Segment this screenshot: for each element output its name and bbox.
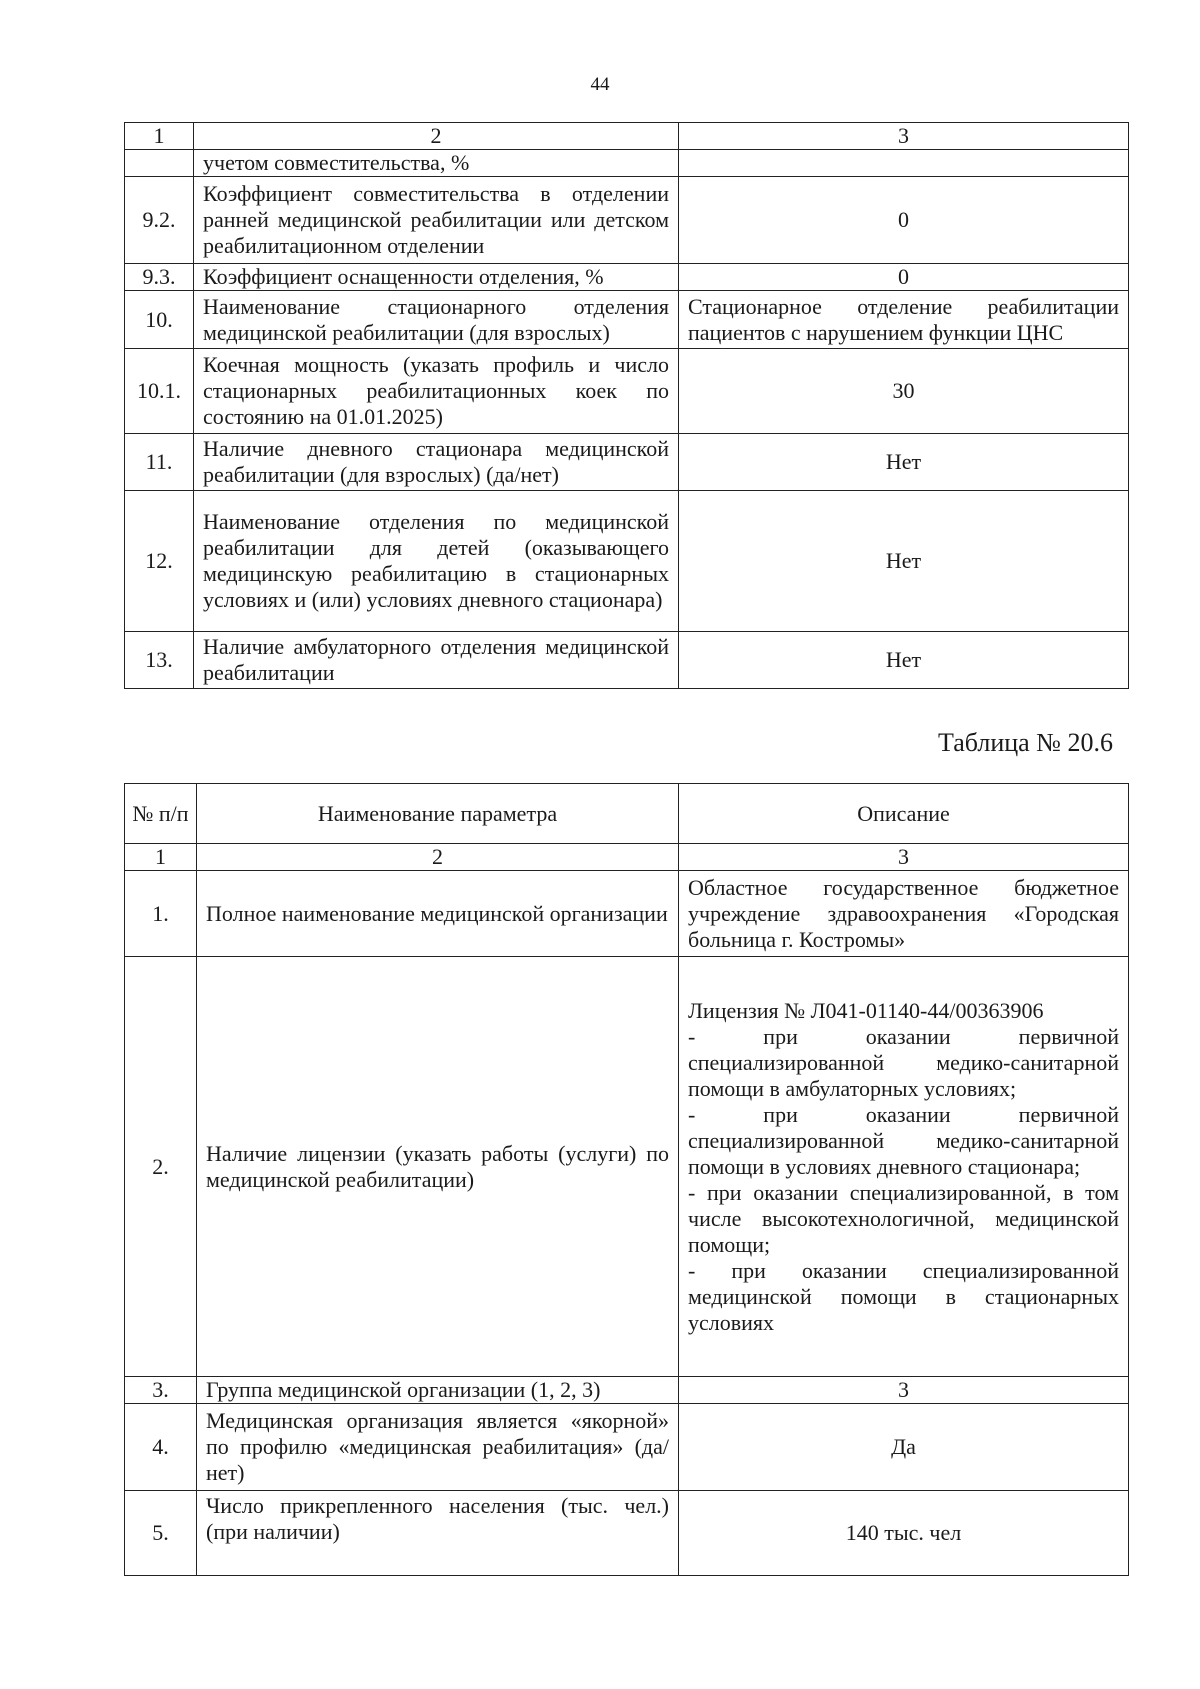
table-row (125, 349, 1129, 434)
row-value: 30 (679, 349, 1129, 434)
column-index: 2 (197, 844, 679, 871)
column-index: 3 (679, 844, 1129, 871)
table-row (125, 291, 1129, 349)
license-number: Лицензия № Л041-01140-44/00363906 (688, 997, 1044, 1023)
column-header: Наименование параметра (197, 784, 679, 844)
table-20-6 (124, 783, 1129, 1576)
table-row (125, 434, 1129, 491)
row-value: Нет (679, 434, 1129, 491)
row-number: 9.2. (125, 177, 194, 264)
table-row (125, 1404, 1129, 1491)
row-parameter: Коэффициент совместительства в отделении ранней медицинской реабилитации или детском реабилитационном отделении (194, 177, 679, 264)
row-parameter: Коэффициент оснащенности отделения, % (194, 264, 679, 291)
row-value: 0 (679, 177, 1129, 264)
row-parameter: учетом совместительства, % (194, 150, 679, 177)
row-parameter: Группа медицинской организации (1, 2, 3) (197, 1377, 679, 1404)
row-parameter: Наименование отделения по медицинской реабилитации для детей (оказывающего медицинскую реабилитацию в стационарных условиях и (или) условиях дневного стационара) (194, 491, 679, 632)
column-header: Описание (679, 784, 1129, 844)
page-number: 44 (590, 74, 610, 95)
license-item: - при оказании первичной специализированной медико-санитарной помощи в условиях дневного стационара; (688, 1101, 1119, 1179)
license-item: - при оказании первичной специализированной медико-санитарной помощи в амбулаторных условиях; (688, 1023, 1119, 1101)
table-row (125, 1377, 1129, 1404)
table-row (125, 150, 1129, 177)
row-parameter: Наличие лицензии (указать работы (услуги) по медицинской реабилитации) (197, 957, 679, 1377)
row-value: Нет (679, 491, 1129, 632)
row-parameter: Наличие амбулаторного отделения медицинской реабилитации (194, 632, 679, 689)
column-header: № п/п (125, 784, 197, 844)
table-row (125, 177, 1129, 264)
table-caption: Таблица № 20.6 (937, 728, 1113, 757)
table-continuation (124, 122, 1129, 689)
row-number: 10.1. (125, 349, 194, 434)
table-header-row (125, 123, 1129, 150)
row-parameter: Полное наименование медицинской организации (197, 871, 679, 957)
license-item: - при оказании специализированной, в том числе высокотехнологичной, медицинской помощи; (688, 1179, 1119, 1257)
license-item: - при оказании специализированной медицинской помощи в стационарных условиях (688, 1257, 1119, 1335)
row-value: Да (679, 1404, 1129, 1491)
row-number: 9.3. (125, 264, 194, 291)
row-parameter: Наличие дневного стационара медицинской реабилитации (для взрослых) (да/нет) (194, 434, 679, 491)
row-number: 12. (125, 491, 194, 632)
column-index: 1 (125, 844, 197, 871)
row-number: 3. (125, 1377, 197, 1404)
row-number (125, 150, 194, 177)
license-description (679, 957, 1129, 1377)
row-number: 13. (125, 632, 194, 689)
table-row (125, 871, 1129, 957)
column-index: 1 (125, 123, 194, 150)
table-index-row (125, 844, 1129, 871)
table-row (125, 1491, 1129, 1576)
table-header-row (125, 784, 1129, 844)
row-value: Стационарное отделение реабилитации пациентов с нарушением функции ЦНС (679, 291, 1129, 349)
row-value (679, 150, 1129, 177)
row-value: 3 (679, 1377, 1129, 1404)
row-number: 5. (125, 1491, 197, 1576)
row-number: 4. (125, 1404, 197, 1491)
row-parameter: Медицинская организация является «якорной» по профилю «медицинская реабилитация» (да/нет) (197, 1404, 679, 1491)
row-value: 140 тыс. чел (679, 1491, 1129, 1576)
row-value: Нет (679, 632, 1129, 689)
table-row (125, 264, 1129, 291)
table-row (125, 957, 1129, 1377)
column-index: 2 (194, 123, 679, 150)
row-parameter: Коечная мощность (указать профиль и число стационарных реабилитационных коек по состоянию на 01.01.2025) (194, 349, 679, 434)
row-number: 10. (125, 291, 194, 349)
table-row (125, 632, 1129, 689)
row-number: 2. (125, 957, 197, 1377)
row-number: 1. (125, 871, 197, 957)
row-value: 0 (679, 264, 1129, 291)
row-number: 11. (125, 434, 194, 491)
row-parameter: Число прикрепленного населения (тыс. чел.) (при наличии) (197, 1491, 679, 1576)
row-parameter: Наименование стационарного отделения медицинской реабилитации (для взрослых) (194, 291, 679, 349)
table-row (125, 491, 1129, 632)
row-value: Областное государственное бюджетное учреждение здравоохранения «Городская больница г. Костромы» (679, 871, 1129, 957)
column-index: 3 (679, 123, 1129, 150)
